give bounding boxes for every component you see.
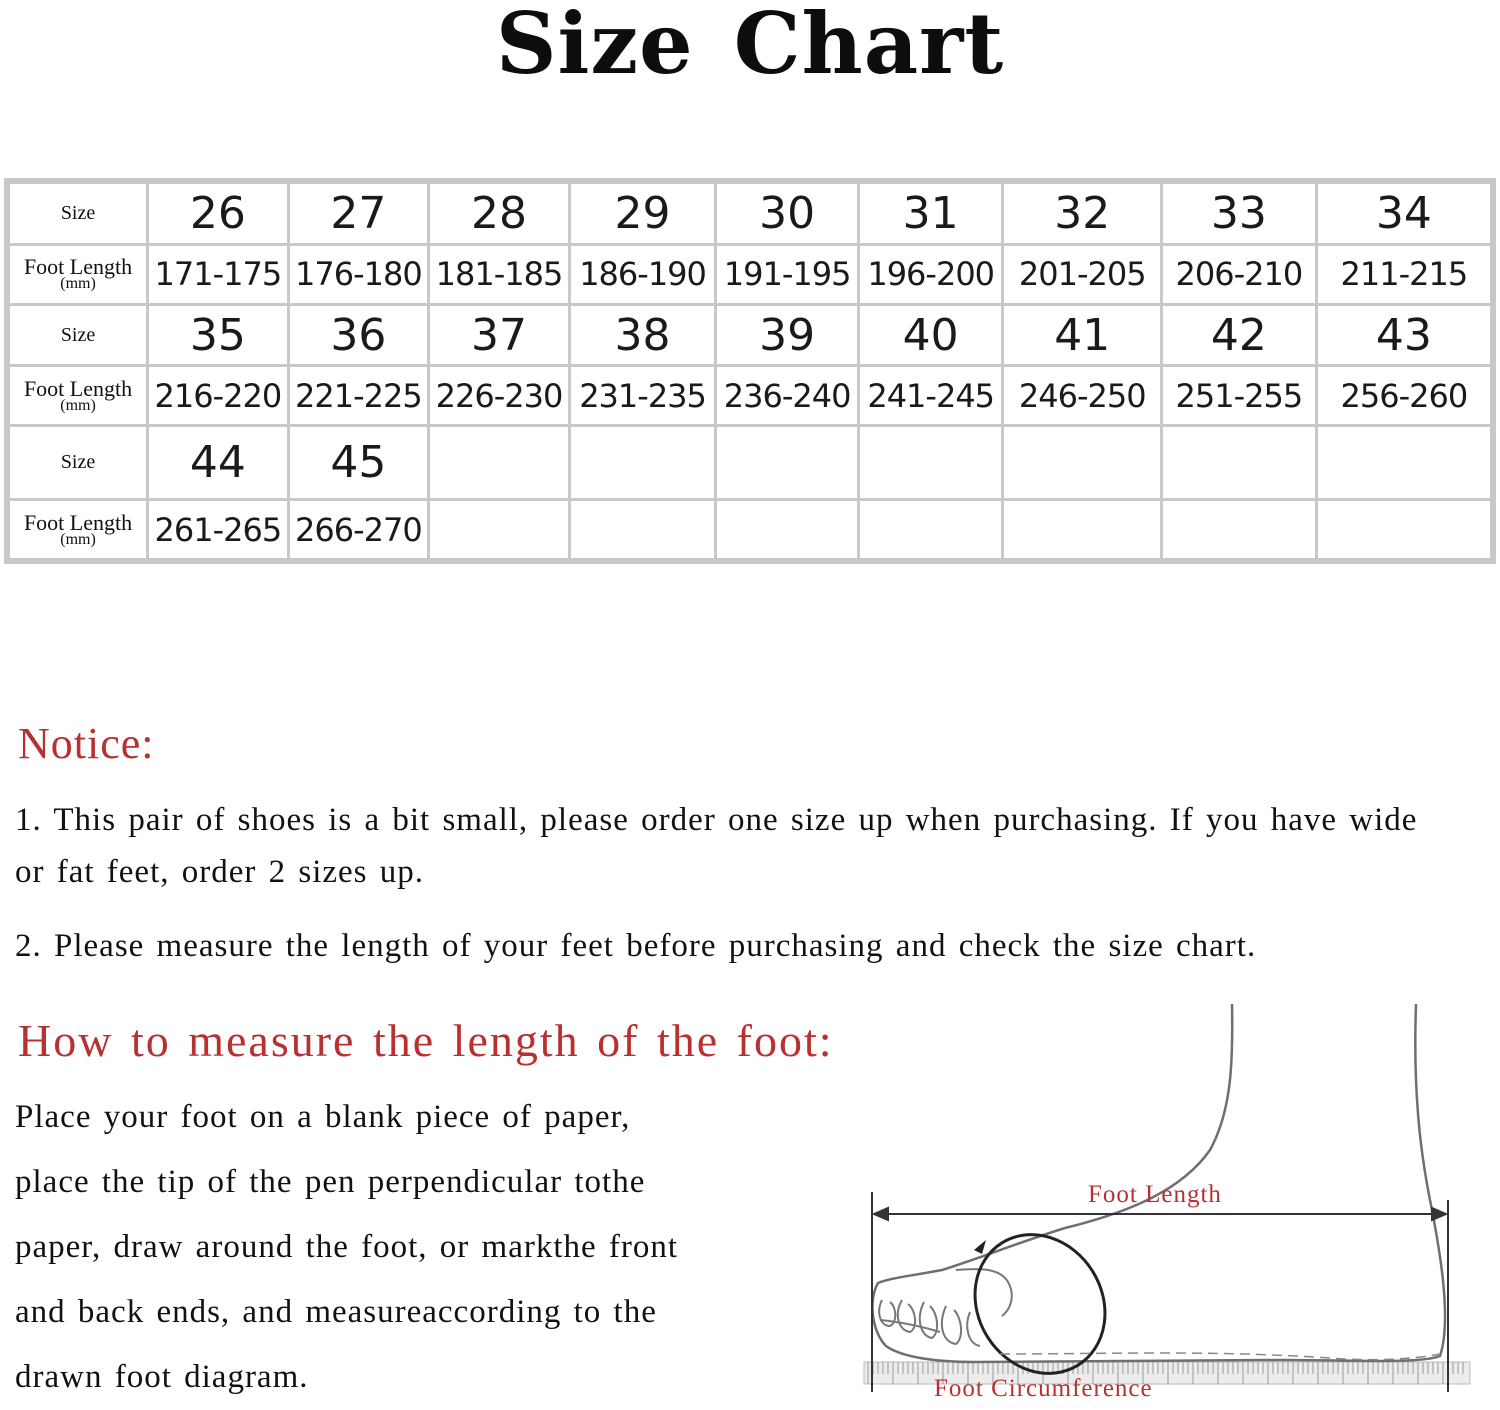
notice-item-1: 1. This pair of shoes is a bit small, please order one size up when purchasing. If you have wide or fat feet, order 2 sizes up. [15,802,1418,890]
foot-length-label: Foot Length [23,375,133,401]
empty-cell [1316,500,1493,561]
size-row [7,426,1493,500]
size-cell: 35 [148,304,289,366]
size-header: Size [7,304,148,366]
empty-cell [1003,426,1162,500]
size-cell: 37 [429,304,570,366]
foot-length-cell: 171-175 [148,244,289,304]
foot-length-cell: 231-235 [569,366,716,426]
empty-cell [1162,426,1317,500]
howto-line: paper, draw around the foot, or markthe front [15,1229,679,1265]
empty-cell [858,426,1003,500]
foot-length-cell: 246-250 [1003,366,1162,426]
empty-cell [1316,426,1493,500]
foot-length-cell: 256-260 [1316,366,1493,426]
size-cell: 36 [288,304,429,366]
foot-length-cell: 201-205 [1003,244,1162,304]
size-cell: 39 [716,304,859,366]
size-header: Size [7,181,148,244]
foot-length-label: Foot Length [1088,1181,1222,1208]
size-cell: 40 [858,304,1003,366]
size-row [7,304,1493,366]
foot-length-label: Foot Length [23,509,133,535]
foot-length-unit: (mm) [60,275,96,293]
size-cell: 26 [148,181,289,244]
foot-length-header [7,366,148,426]
howto-heading: How to measure the length of the foot: [18,1015,834,1066]
foot-length-row [7,500,1493,561]
size-cell: 44 [148,426,289,500]
foot-length-cell: 261-265 [148,500,289,561]
foot-length-cell: 241-245 [858,366,1003,426]
foot-measurement-diagram [860,1000,1480,1402]
empty-cell [716,500,859,561]
foot-length-cell: 211-215 [1316,244,1493,304]
size-cell: 27 [288,181,429,244]
foot-length-unit: (mm) [60,396,96,414]
foot-length-header [7,244,148,304]
foot-length-cell: 176-180 [288,244,429,304]
foot-length-label: Foot Length [23,254,133,280]
howto-line: and back ends, and measureaccording to the [15,1294,657,1330]
size-chart-table [4,178,1496,564]
notice-heading: Notice: [18,719,155,768]
foot-length-cell: 196-200 [858,244,1003,304]
foot-length-cell: 266-270 [288,500,429,561]
empty-cell [569,500,716,561]
size-cell: 28 [429,181,570,244]
size-cell: 30 [716,181,859,244]
foot-length-cell: 221-225 [288,366,429,426]
size-cell: 45 [288,426,429,500]
size-cell: 32 [1003,181,1162,244]
size-cell: 38 [569,304,716,366]
size-cell: 29 [569,181,716,244]
empty-cell [1162,500,1317,561]
foot-length-row [7,366,1493,426]
size-cell: 42 [1162,304,1317,366]
size-cell: 41 [1003,304,1162,366]
size-header: Size [7,426,148,500]
foot-length-cell: 191-195 [716,244,859,304]
howto-instructions [15,1085,835,1410]
size-cell: 43 [1316,304,1493,366]
empty-cell [858,500,1003,561]
foot-length-cell: 181-185 [429,244,570,304]
size-cell: 31 [858,181,1003,244]
foot-length-row [7,244,1493,304]
foot-length-cell: 251-255 [1162,366,1317,426]
empty-cell [1003,500,1162,561]
notice-item-2: 2. Please measure the length of your feet before purchasing and check the size chart. [15,928,1257,964]
empty-cell [716,426,859,500]
foot-length-cell: 236-240 [716,366,859,426]
sole-line [1000,1353,1440,1360]
foot-circumference-label: Foot Circumference [934,1375,1153,1402]
size-row [7,181,1493,244]
foot-length-cell: 216-220 [148,366,289,426]
toes [879,1269,1012,1346]
size-cell: 33 [1162,181,1317,244]
empty-cell [429,500,570,561]
foot-length-unit: (mm) [60,530,96,548]
foot-length-cell: 226-230 [429,366,570,426]
foot-length-cell: 186-190 [569,244,716,304]
howto-line: drawn foot diagram. [15,1359,309,1395]
page-title: Size Chart [495,0,1005,93]
foot-length-cell: 206-210 [1162,244,1317,304]
howto-line: Place your foot on a blank piece of paper, [15,1099,631,1135]
howto-line: place the tip of the pen perpendicular tothe [15,1164,646,1200]
foot-length-header [7,500,148,561]
size-cell: 34 [1316,181,1493,244]
empty-cell [569,426,716,500]
empty-cell [429,426,570,500]
